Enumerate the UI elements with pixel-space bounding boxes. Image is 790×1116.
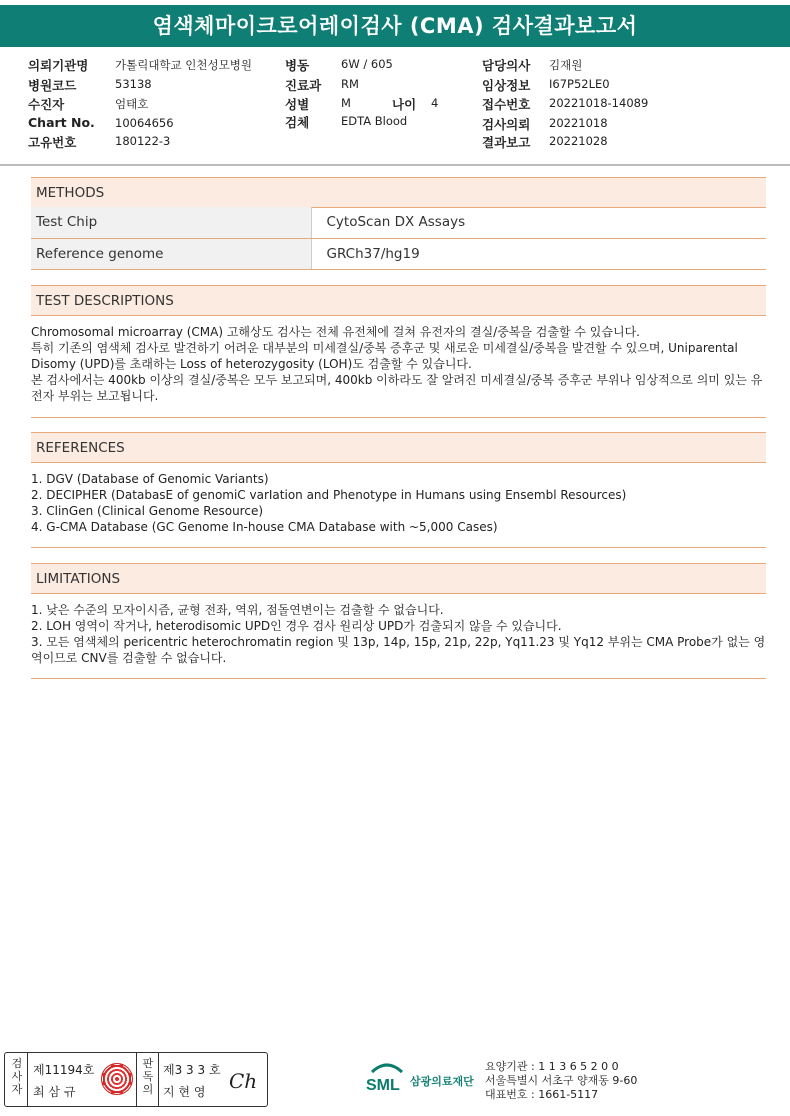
description-line: Chromosomal microarray (CMA) 고해상도 검사는 전체 유전체에 걸쳐 유전자의 결실/중복을 검출할 수 있습니다. [31, 325, 640, 339]
test-req-value: 20221018 [549, 116, 608, 130]
list-item: 1. DGV (Database of Genomic Variants) [31, 472, 269, 486]
signature-box [4, 1052, 268, 1107]
hosp-code-value: 53138 [115, 77, 152, 91]
sex-value: M [341, 96, 351, 110]
age-value: 4 [431, 96, 439, 110]
report-date-label: 결과보고 [482, 135, 531, 150]
req-inst-value: 가톨릭대학교 인천성모병원 [115, 58, 252, 72]
section-divider [31, 547, 766, 548]
list-item: 2. LOH 영역이 작거나, heterodisomic UPD인 경우 검사 원리상 UPD가 검출되지 않을 수 있습니다. [31, 619, 562, 633]
ward-value: 6W / 605 [341, 57, 393, 71]
care-institution: 요양기관 : 1 1 3 6 5 2 0 0 [485, 1060, 619, 1073]
list-item: 2. DECIPHER (DatabasE of genomiC varIation and Phenotype in Humans using Ensembl Resources) [31, 488, 627, 502]
methods-heading: METHODS [31, 177, 766, 208]
report-title: 염색체마이크로어레이검사 (CMA) 검사결과보고서 [0, 5, 790, 47]
list-item: 3. 모든 염색체의 pericentric heterochromatin region 및 13p, 14p, 15p, 21p, 22p, Yq11.23 및 Yq12 부위는 CMA Probe가 없는 영역이므로 CNV를 검출할 수 없습니다. [31, 635, 766, 665]
address: 서울특별시 서초구 양재동 9-60 [485, 1074, 638, 1087]
reception-label: 접수번호 [482, 97, 531, 112]
test-descriptions-body [31, 324, 768, 404]
org-name: 삼광의료재단 [410, 1075, 474, 1088]
methods-table [31, 207, 766, 270]
unique-value: 180122-3 [115, 134, 171, 148]
table-row [31, 207, 766, 238]
sml-logo [366, 1060, 408, 1098]
specimen-value: EDTA Blood [341, 114, 408, 128]
phone: 대표번호 : 1661-5117 [485, 1088, 599, 1101]
report-date-value: 20221028 [549, 134, 608, 148]
methods-value: CytoScan DX Assays [311, 207, 766, 238]
description-line: 본 검사에서는 400kb 이상의 결실/중복은 모두 보고되며, 400kb 이하라도 잘 알려진 미세결실/중복 증후군 부위나 임상적으로 의미 있는 유전자 부위는 보고됩니다. [31, 373, 763, 403]
limitations-heading: LIMITATIONS [31, 563, 766, 594]
header-divider [0, 164, 790, 166]
req-inst-label: 의뢰기관명 [28, 58, 89, 73]
list-item: 1. 낮은 수준의 모자이시즘, 균형 전좌, 역위, 점돌연변이는 검출할 수 없습니다. [31, 603, 444, 617]
signature-icon: Ch [229, 1069, 258, 1093]
age-label: 나이 [392, 97, 417, 112]
list-item: 3. ClinGen (Clinical Genome Resource) [31, 504, 264, 518]
dept-value: RM [341, 77, 359, 91]
chart-value: 10064656 [115, 116, 174, 130]
examiner-label: 검 사 자 [11, 1057, 23, 1096]
examiner-license: 제11194호 [33, 1063, 95, 1077]
reviewer-label: 판 독 의 [142, 1057, 154, 1096]
methods-key: Reference genome [31, 238, 311, 269]
description-line: 특히 기존의 염색체 검사로 발견하기 어려운 대부분의 미세결실/중복 증후군 및 새로운 미세결실/중복을 발견할 수 있으며, Uniparental Disomy (UPD)를 초래하는 Loss of heterozygosity (LOH)도 검출할 수 있습니다. [31, 341, 738, 371]
box-divider [27, 1053, 28, 1106]
ward-label: 병동 [285, 58, 310, 73]
box-divider [136, 1053, 137, 1106]
unique-label: 고유번호 [28, 135, 77, 150]
doctor-value: 김재원 [549, 58, 583, 72]
clinical-value: I67P52LE0 [549, 77, 610, 91]
doctor-label: 담당의사 [482, 58, 531, 73]
methods-value: GRCh37/hg19 [311, 238, 766, 269]
seal-stamp-icon [101, 1063, 133, 1095]
references-list [31, 471, 768, 535]
dept-label: 진료과 [285, 78, 322, 93]
patient-label: 수진자 [28, 97, 65, 112]
clinical-label: 임상정보 [482, 78, 531, 93]
limitations-list [31, 602, 768, 666]
list-item: 4. G-CMA Database (GC Genome In-house CMA Database with ~5,000 Cases) [31, 520, 498, 534]
patient-value: 엄태호 [115, 97, 149, 111]
chart-label: Chart No. [28, 115, 95, 130]
reception-value: 20221018-14089 [549, 96, 649, 110]
reviewer-license: 제3 3 3 호 [163, 1063, 221, 1077]
org-contact [485, 1060, 637, 1102]
table-row [31, 238, 766, 269]
section-divider [31, 678, 766, 679]
box-divider [158, 1053, 159, 1106]
sex-label: 성별 [285, 97, 310, 112]
references-heading: REFERENCES [31, 432, 766, 463]
section-divider [31, 417, 766, 418]
specimen-label: 검체 [285, 115, 310, 130]
test-descriptions-heading: TEST DESCRIPTIONS [31, 285, 766, 316]
reviewer-name: 지 현 영 [163, 1085, 206, 1099]
methods-key: Test Chip [31, 207, 311, 238]
examiner-name: 최 삼 규 [33, 1085, 76, 1099]
hosp-code-label: 병원코드 [28, 78, 77, 93]
test-req-label: 검사의뢰 [482, 117, 531, 132]
sml-logo-text: SML [366, 1077, 400, 1094]
